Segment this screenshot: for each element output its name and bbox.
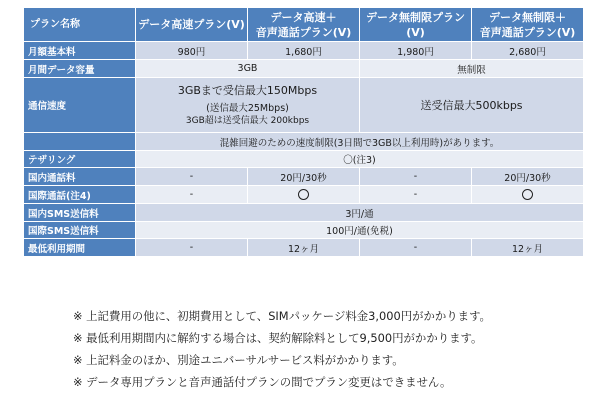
table-row-domestic-call bbox=[24, 168, 584, 186]
speed-high-line3: 3GB超は送受信最大 200kbps bbox=[185, 115, 310, 126]
table-row-data-capacity bbox=[24, 60, 584, 78]
row-label-min-period: 最低利用期間 bbox=[24, 239, 136, 257]
table-row-speed bbox=[24, 78, 584, 133]
table-row-monthly-fee bbox=[24, 42, 584, 60]
available-circle-icon bbox=[298, 189, 309, 200]
row-label-speed-note bbox=[24, 133, 136, 151]
table-header-row bbox=[24, 8, 584, 42]
available-circle-icon bbox=[522, 189, 533, 200]
cell-intl-call-p4 bbox=[472, 186, 584, 204]
cell-min-period-p4: 12ヶ月 bbox=[472, 239, 584, 257]
cell-domestic-sms: 3円/通 bbox=[136, 204, 584, 222]
header-data-high-speed-voice bbox=[248, 8, 360, 42]
header-data-high-speed bbox=[136, 8, 248, 42]
row-label-intl-call: 国際通話(注4) bbox=[24, 186, 136, 204]
footnotes-list bbox=[73, 305, 491, 393]
header-data-unlimited bbox=[360, 8, 472, 42]
header-data-high-speed-label: データ高速プラン(V) bbox=[138, 18, 245, 31]
cell-min-period-p3: - bbox=[360, 239, 472, 257]
cell-intl-call-p1: - bbox=[136, 186, 248, 204]
cell-domestic-call-p2: 20円/30秒 bbox=[248, 168, 360, 186]
header-line2: (V) bbox=[406, 25, 425, 39]
cell-monthly-fee-p3: 1,980円 bbox=[360, 42, 472, 60]
table-row-intl-sms bbox=[24, 222, 584, 239]
cell-min-period-p2: 12ヶ月 bbox=[248, 239, 360, 257]
cell-data-capacity-high: 3GB bbox=[136, 60, 360, 78]
row-label-intl-sms: 国際SMS送信料 bbox=[24, 222, 136, 239]
cell-intl-sms: 100円/通(免税) bbox=[136, 222, 584, 239]
cell-intl-call-p2 bbox=[248, 186, 360, 204]
cell-speed-note: 混雑回避のための速度制限(3日間で3GB以上利用時)があります。 bbox=[136, 133, 584, 151]
cell-data-capacity-unlimited: 無制限 bbox=[360, 60, 584, 78]
table-row-domestic-sms bbox=[24, 204, 584, 222]
row-label-data-capacity: 月間データ容量 bbox=[24, 60, 136, 78]
cell-domestic-call-p3: - bbox=[360, 168, 472, 186]
plan-comparison-table bbox=[23, 7, 584, 257]
cell-speed-unlimited: 送受信最大500kbps bbox=[360, 78, 584, 133]
cell-monthly-fee-p1: 980円 bbox=[136, 42, 248, 60]
header-line1: データ高速＋ bbox=[270, 10, 337, 24]
cell-monthly-fee-p4: 2,680円 bbox=[472, 42, 584, 60]
cell-min-period-p1: - bbox=[136, 239, 248, 257]
header-line1: データ無制限＋ bbox=[489, 10, 566, 24]
footnote-item: ※ 上記費用の他に、初期費用として、SIMパッケージ料金3,000円がかかります。 bbox=[73, 309, 491, 323]
row-label-tethering: テザリング bbox=[24, 151, 136, 168]
speed-high-line2: (送信最大25Mbps) bbox=[206, 102, 289, 114]
header-plan-name: プラン名称 bbox=[24, 8, 136, 42]
header-line2: 音声通話プラン(V) bbox=[479, 25, 576, 39]
table-row-speed-note bbox=[24, 133, 584, 151]
header-line1: データ無制限プラン bbox=[366, 10, 465, 24]
speed-high-line1: 3GBまで受信最大150Mbps bbox=[177, 83, 318, 97]
row-label-monthly-fee: 月額基本料 bbox=[24, 42, 136, 60]
table-row-min-period bbox=[24, 239, 584, 257]
footnote-item: ※ データ専用プランと音声通話付プランの間でプラン変更はできません。 bbox=[73, 375, 452, 389]
cell-tethering: 〇(注3) bbox=[136, 151, 584, 168]
row-label-domestic-call: 国内通話料 bbox=[24, 168, 136, 186]
row-label-domestic-sms: 国内SMS送信料 bbox=[24, 204, 136, 222]
cell-domestic-call-p1: - bbox=[136, 168, 248, 186]
cell-intl-call-p3: - bbox=[360, 186, 472, 204]
header-line2: 音声通話プラン(V) bbox=[255, 25, 352, 39]
header-data-unlimited-voice bbox=[472, 8, 584, 42]
row-label-speed: 通信速度 bbox=[24, 78, 136, 133]
cell-monthly-fee-p2: 1,680円 bbox=[248, 42, 360, 60]
table-row-tethering bbox=[24, 151, 584, 168]
footnote-item: ※ 最低利用期間内に解約する場合は、契約解除料として9,500円がかかります。 bbox=[73, 331, 483, 345]
cell-domestic-call-p4: 20円/30秒 bbox=[472, 168, 584, 186]
table-row-intl-call bbox=[24, 186, 584, 204]
cell-speed-high bbox=[136, 78, 360, 133]
footnote-item: ※ 上記料金のほか、別途ユニバーサルサービス料がかかります。 bbox=[73, 353, 404, 367]
